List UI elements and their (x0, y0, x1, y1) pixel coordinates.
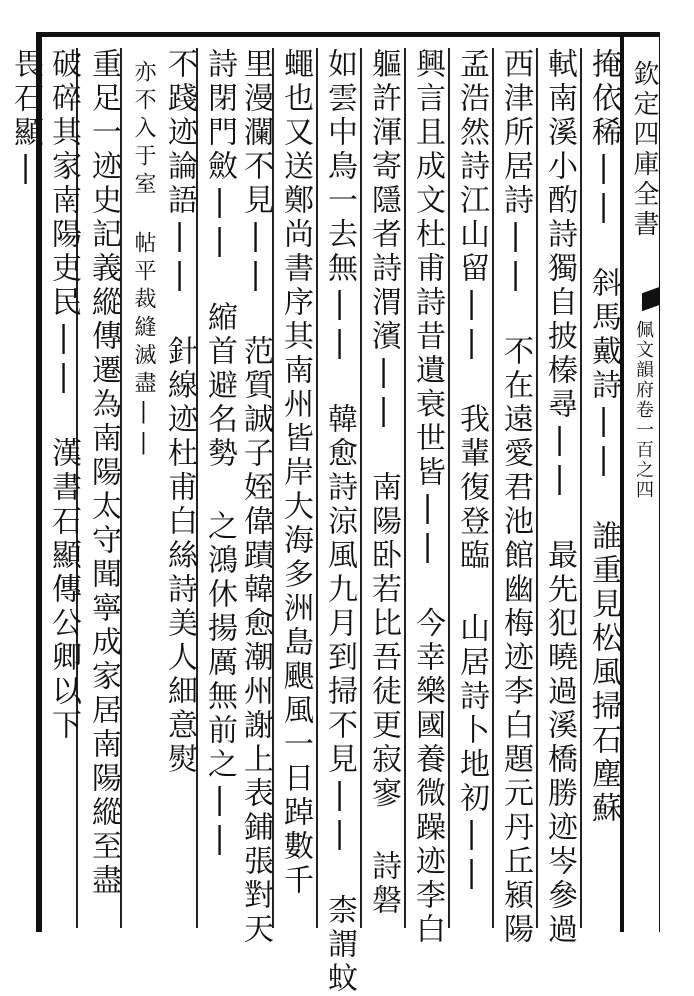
text-column-5: 興言且成文杜甫詩昔遺衰世皆|| 今幸樂國養微躁迹李白 (410, 48, 445, 947)
text-column-1: 掩依稀|| 斜馬戴詩|| 誰重見松風掃石塵蘇 (586, 48, 621, 826)
text-column-14: 破碎其家南陽吏民|| 漢書石顯傳公卿以下 (46, 48, 81, 743)
column-rule (448, 48, 450, 928)
column-rule (360, 48, 362, 928)
column-rule (536, 48, 538, 928)
text-column-6: 軀許渾寄隱者詩渭濱|| 南陽卧若比吾徒更寂寥 詩磐 (366, 48, 401, 918)
text-column-8: 蠅也又送鄭尚書序其南州皆岸大海多洲島颶風一日踔數千 (278, 48, 313, 898)
text-column-7: 如雲中鳥一去無|| 韓愈詩涼風九月到掃不見|| 柰謂蚊 (322, 48, 357, 996)
text-column-9: 里漫瀾不見|| 范質誠子姪偉蹟韓愈潮州謝上表鋪張對天 (238, 48, 273, 947)
text-column-10: 詩閉門斂|| 縮首避名勢 之鴻休揚厲無前之|| (202, 48, 237, 860)
column-rule (492, 48, 494, 928)
margin-title: 欽定四庫全書 (629, 60, 659, 240)
margin-subtitle: 佩文韻府卷一百之四 (633, 320, 654, 500)
text-column-4: 孟浩然詩江山留|| 我輩復登臨 山居詩卜地初|| (454, 48, 489, 894)
text-column-13: 重足一迹史記義縱傳遷為南陽太守聞寧成家居南陽縱至盡 (86, 48, 121, 898)
column-rule (580, 48, 582, 928)
column-rule (316, 48, 318, 928)
text-column-3: 西津所居詩|| 不在遠愛君池館幽梅迹李白題元丹丘潁陽 (498, 48, 533, 947)
text-column-15: 畏石顯| (8, 48, 43, 189)
text-column-11: 不踐迹論語|| 針線迹杜甫白絲詩美人細意熨 (162, 48, 197, 777)
text-column-12: 亦不入于室 帖平裁縫滅盡|| (131, 60, 156, 461)
text-column-2: 軾南溪小酌詩獨自披榛尋|| 最先犯曉過溪橋勝迹岑參過 (542, 48, 577, 947)
column-rule (404, 48, 406, 928)
